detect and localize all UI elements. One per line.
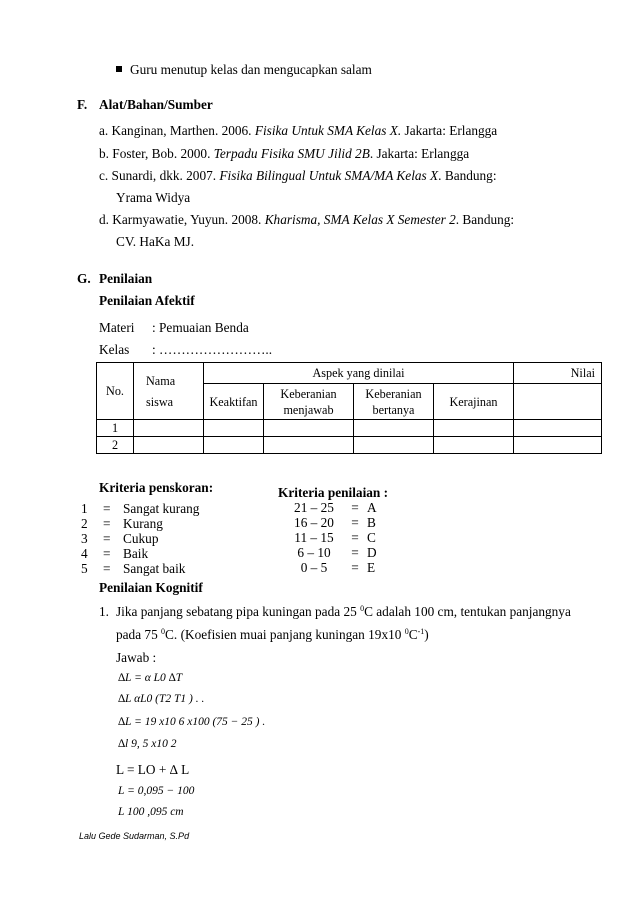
section-g-letter: G. xyxy=(77,271,91,286)
ref-c-title: Fisika Bilingual Untuk SMA/MA Kelas X xyxy=(219,168,439,183)
list-item: 2 = Kurang xyxy=(81,516,163,531)
question-1-line2: pada 75 $^0$C. (Koefisien muai panjang kuningan 19x10 $^0C^{-1}$) xyxy=(116,627,429,642)
header-aspek: Aspek yang dinilai xyxy=(204,363,514,384)
equation-4: ∆l 9, 5 x10 2 xyxy=(118,738,177,750)
nilai-list xyxy=(285,500,377,575)
ref-a-author: a. Kanginan, Marthen. 2006. xyxy=(99,123,255,138)
ref-a-title: Fisika Untuk SMA Kelas X. xyxy=(254,123,402,138)
question-1-line1: Jika panjang sebatang pipa kuningan pada 25 $^0$C adalah 100 cm, tentukan panjangnya xyxy=(116,604,571,619)
list-item: 11 – 15 = C xyxy=(294,530,376,545)
header-keberanian-2: Keberanian xyxy=(365,386,422,401)
ref-d-publisher: . Bandung: xyxy=(455,212,515,227)
header-kerajinan: Kerajinan xyxy=(434,384,514,420)
ref-c-publisher: . Bandung: xyxy=(438,168,497,183)
skor-list xyxy=(81,501,199,576)
affective-assessment-table xyxy=(96,362,602,454)
list-item: 16 – 20 = B xyxy=(294,515,376,530)
nilai-title: Kriteria penilaian : xyxy=(278,485,389,500)
header-keberanian-bertanya xyxy=(354,384,434,420)
header-keaktifan: Keaktifan xyxy=(204,384,264,420)
list-item: 3 = Cukup xyxy=(81,531,159,546)
table-row xyxy=(97,420,602,437)
header-no: No. xyxy=(97,363,134,420)
bullet-icon xyxy=(116,66,122,72)
list-item: 1 = Sangat kurang xyxy=(81,501,200,516)
header-keberanian-1: Keberanian xyxy=(280,386,337,401)
ref-c-author: c. Sunardi, dkk. 2007. xyxy=(99,168,220,183)
section-g-title: Penilaian xyxy=(99,271,153,286)
equation-1: ∆L = α L0 ∆T xyxy=(118,672,183,684)
ref-a-publisher: Jakarta: Erlangga xyxy=(401,123,498,138)
header-nilai: Nilai xyxy=(514,363,602,384)
ref-b-title: Terpadu Fisika SMU Jilid 2B xyxy=(213,146,370,161)
reference-c xyxy=(99,168,497,184)
reference-d-cont: CV. HaKa MJ. xyxy=(116,234,195,249)
list-item: 6 – 10 = D xyxy=(297,545,377,560)
header-bertanya: bertanya xyxy=(372,402,415,417)
list-item: 0 – 5 = E xyxy=(300,560,376,575)
reference-c-cont: Yrama Widya xyxy=(116,190,191,205)
kelas-label: Kelas xyxy=(99,342,130,357)
equation-6: L = 0,095 − 100 xyxy=(118,785,195,797)
header-nama-siswa xyxy=(134,363,204,420)
header-siswa: siswa xyxy=(146,394,174,409)
row-number: 1 xyxy=(97,420,134,437)
equation-3: ∆L = 19 x10 6 x100 (75 − 25 ) . xyxy=(118,716,266,728)
equation-7: L 100 ,095 cm xyxy=(118,806,184,818)
kognitif-title: Penilaian Kognitif xyxy=(99,580,203,595)
table-row xyxy=(97,437,602,454)
equation-5: L = LO + ∆ L xyxy=(116,762,190,777)
ref-b-publisher: . Jakarta: Erlangga xyxy=(369,146,470,161)
closing-bullet-text: Guru menutup kelas dan mengucapkan salam xyxy=(130,62,372,77)
ref-d-author: d. Karmyawatie, Yuyun. 2008. xyxy=(99,212,265,227)
row-number: 2 xyxy=(97,437,134,454)
kelas-value: : …………………….. xyxy=(152,342,273,357)
jawab-label: Jawab : xyxy=(116,650,157,665)
header-keberanian-menjawab xyxy=(264,384,354,420)
materi-label: Materi xyxy=(99,320,135,335)
list-item: 4 = Baik xyxy=(81,546,149,561)
header-menjawab: menjawab xyxy=(283,402,334,417)
afektif-title: Penilaian Afektif xyxy=(99,293,195,308)
reference-a xyxy=(99,123,497,139)
section-f-letter: F. xyxy=(77,97,88,112)
list-item: 21 – 25 = A xyxy=(294,500,377,515)
header-nama: Nama xyxy=(146,373,176,388)
section-f-title: Alat/Bahan/Sumber xyxy=(99,97,213,112)
ref-b-author: b. Foster, Bob. 2000. xyxy=(99,146,214,161)
page-footer-author: Lalu Gede Sudarman, S.Pd xyxy=(79,831,190,841)
reference-d xyxy=(99,212,514,228)
skor-title: Kriteria penskoran: xyxy=(99,480,214,495)
materi-value: : Pemuaian Benda xyxy=(152,320,249,335)
closing-bullet-item xyxy=(116,62,372,78)
header-nilai-empty xyxy=(514,384,602,420)
reference-b xyxy=(99,146,469,162)
ref-d-title: Kharisma, SMA Kelas X Semester 2 xyxy=(264,212,456,227)
equation-2: ∆L αL0 (T2 T1 ) . . xyxy=(118,693,205,705)
question-1-number: 1. xyxy=(99,604,109,619)
list-item: 5 = Sangat baik xyxy=(81,561,186,576)
